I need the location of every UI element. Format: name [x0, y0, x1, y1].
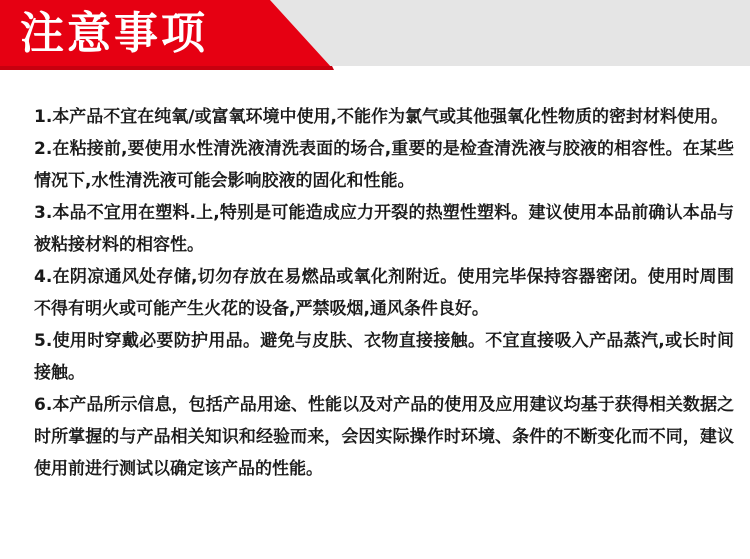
notes-list	[34, 101, 734, 485]
note-2: 2.在粘接前,要使用水性清洗液清洗表面的场合,重要的是检查清洗液与胶液的相容性。在某些情况下,水性清洗液可能会影响胶液的固化和性能。	[34, 139, 734, 191]
note-4: 4.在阴凉通风处存储,切勿存放在易燃品或氧化剂附近。使用完毕保持容器密闭。使用时周围不得有明火或可能产生火花的设备,严禁吸烟,通风条件良好。	[34, 267, 734, 319]
note-5: 5.使用时穿戴必要防护用品。避免与皮肤、衣物直接接触。不宜直接吸入产品蒸汽,或长时间接触。	[34, 331, 734, 383]
page-title: 注意事项	[20, 8, 208, 59]
header-red-edge	[0, 66, 334, 70]
header-banner	[0, 0, 750, 70]
note-3: 3.本品不宜用在塑料.上,特别是可能造成应力开裂的热塑性塑料。建议使用本品前确认本品与被粘接材料的相容性。	[34, 203, 734, 255]
header-gray-band	[270, 0, 750, 66]
note-1: 1.本产品不宜在纯氧/或富氧环境中使用,不能作为氯气或其他强氧化性物质的密封材料使用。	[34, 107, 728, 127]
note-6: 6.本产品所示信息，包括产品用途、性能以及对产品的使用及应用建议均基于获得相关数据之时所掌握的与产品相关知识和经验而来，会因实际操作时环境、条件的不断变化而不同，建议使用前进行测试以确定该产品的性能。	[34, 395, 734, 479]
